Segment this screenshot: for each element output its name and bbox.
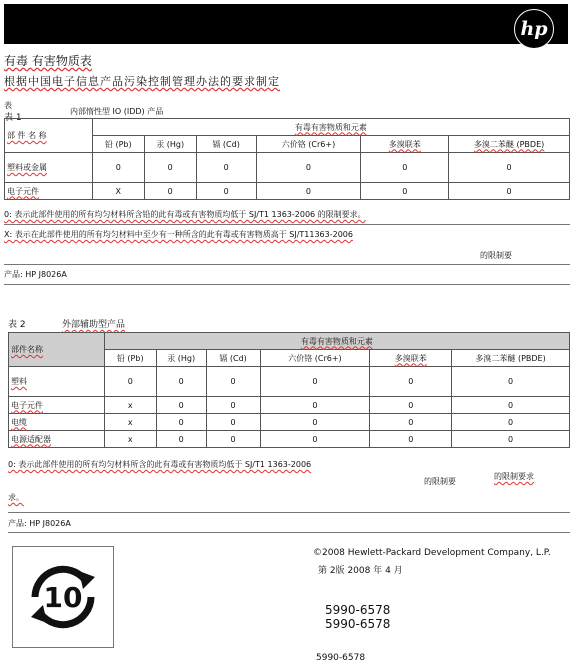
part-number-1: 5990-6578 [325, 603, 391, 617]
table1-note-o: 0: 表示此部件使用的所有均匀材料所含铅的此有毒或有害物质均低于 SJ/T1 1363-2006 的限制要求。 [4, 210, 366, 219]
table-cell: 0 [156, 367, 206, 397]
table1-row-name: 电子元件 [5, 183, 93, 200]
table-cell: 0 [260, 414, 370, 431]
part-number-3: 5990-6578 [316, 653, 366, 663]
table-cell: x [104, 431, 156, 448]
table2-row-name: 电子元件 [9, 397, 105, 414]
table1-col-pbb: 多溴联苯 [361, 136, 449, 153]
divider [8, 532, 570, 533]
table-cell: 0 [361, 183, 449, 200]
header-bar [4, 4, 568, 44]
table2-note-o-end: 的限制要 [424, 477, 456, 486]
table-cell: x [104, 414, 156, 431]
table2-name: 外部辅助型产品 [62, 320, 126, 330]
table-cell: 0 [156, 431, 206, 448]
document-title: 有毒 有害物质表 [4, 54, 92, 68]
table1-col-cd: 镉 (Cd) [196, 136, 256, 153]
table-cell: 0 [452, 414, 570, 431]
table2-col-pb: 铅 (Pb) [104, 350, 156, 367]
table-cell: 0 [260, 397, 370, 414]
table-cell: 0 [206, 414, 260, 431]
table-cell: 0 [361, 153, 449, 183]
table2-note-x: 求。 [8, 493, 24, 502]
table1-col-hg: 汞 (Hg) [144, 136, 196, 153]
table1-col-pbde: 多溴二苯醚 (PBDE) [449, 136, 570, 153]
table-cell: 0 [370, 431, 452, 448]
environment-protection-use-period-logo [12, 546, 114, 648]
eco-symbol-icon [13, 547, 113, 647]
table-cell: 0 [256, 153, 361, 183]
table2-note-o-right: 的限制要求 [494, 472, 534, 481]
table-cell: 0 [452, 431, 570, 448]
table1-row-name: 塑料或金属 [5, 153, 93, 183]
table2-row-name: 电源适配器 [9, 431, 105, 448]
table-cell: 0 [452, 367, 570, 397]
table-cell: 0 [156, 397, 206, 414]
table-cell: 0 [452, 397, 570, 414]
table-cell: 0 [92, 153, 144, 183]
table-cell: 0 [449, 153, 570, 183]
table-cell: 0 [260, 431, 370, 448]
divider [4, 224, 570, 225]
table-row [9, 367, 570, 397]
table-row [9, 397, 570, 414]
edition: 第 2版 2008 年 4 月 [318, 566, 403, 576]
table1-name: 内部惰性型 IO (IDD) 产品 [70, 107, 164, 116]
document-subtitle: 根据中国电子信息产品污染控制管理办法的要求制定 [4, 75, 280, 88]
table1-header-left: 部 件 名 称 [5, 119, 93, 153]
eco-symbol-number: 10 [43, 581, 83, 614]
table2-col-cd: 镉 (Cd) [206, 350, 260, 367]
table2-note-o: 0: 表示此部件使用的所有均匀材料所含的此有毒或有害物质均低于 SJ/T1 1363-2006 [8, 460, 312, 469]
table1-label: 表 1 [4, 113, 22, 123]
table-cell: 0 [370, 397, 452, 414]
table-cell: 0 [144, 153, 196, 183]
copyright: ©2008 Hewlett-Packard Development Company, L.P. [313, 548, 551, 558]
table1-col-pb: 铅 (Pb) [92, 136, 144, 153]
divider [8, 512, 570, 513]
hp-logo: hp [514, 9, 554, 49]
table2-col-hg: 汞 (Hg) [156, 350, 206, 367]
table1-header-group: 有毒有害物质和元素 [92, 119, 569, 136]
table2-col-pbb: 多溴联苯 [370, 350, 452, 367]
divider [4, 264, 570, 265]
table2-header-group: 有毒有害物质和元素 [104, 333, 569, 350]
table-cell: 0 [156, 414, 206, 431]
table-cell: 0 [196, 183, 256, 200]
table-cell: 0 [206, 367, 260, 397]
table-cell: x [104, 397, 156, 414]
table1-note-x-end: 的限制要 [480, 251, 512, 260]
table-row [5, 183, 570, 200]
table1-caption-small: 表 [4, 101, 12, 110]
table-row [9, 431, 570, 448]
table2 [8, 332, 570, 448]
table-cell: 0 [370, 414, 452, 431]
table-cell: 0 [449, 183, 570, 200]
table-cell: 0 [206, 431, 260, 448]
table1-note-x: X: 表示在此部件使用的所有均匀材料中至少有一种所含的此有毒或有害物质高于 SJ/T11363-2006 [4, 230, 353, 239]
table1-col-cr6: 六价铬 (Cr6+) [256, 136, 361, 153]
table-cell: 0 [144, 183, 196, 200]
table2-product: 产品: HP J8026A [8, 519, 71, 528]
table2-row-name: 塑料 [9, 367, 105, 397]
table-cell: 0 [196, 153, 256, 183]
table-cell: 0 [260, 367, 370, 397]
part-number-2: 5990-6578 [325, 617, 391, 631]
table2-col-cr6: 六价铬 (Cr6+) [260, 350, 370, 367]
table-row [9, 414, 570, 431]
table2-label: 表 2 [8, 320, 26, 330]
table2-row-name: 电缆 [9, 414, 105, 431]
table-cell: X [92, 183, 144, 200]
table1 [4, 118, 570, 200]
divider [4, 284, 570, 285]
table2-header-left: 部件名称 [9, 333, 105, 367]
table-row [5, 153, 570, 183]
table-cell: 0 [256, 183, 361, 200]
table-cell: 0 [206, 397, 260, 414]
table-cell: 0 [370, 367, 452, 397]
table-cell: 0 [104, 367, 156, 397]
table2-col-pbde: 多溴二苯醚 (PBDE) [452, 350, 570, 367]
table1-product: 产品: HP J8026A [4, 270, 67, 279]
